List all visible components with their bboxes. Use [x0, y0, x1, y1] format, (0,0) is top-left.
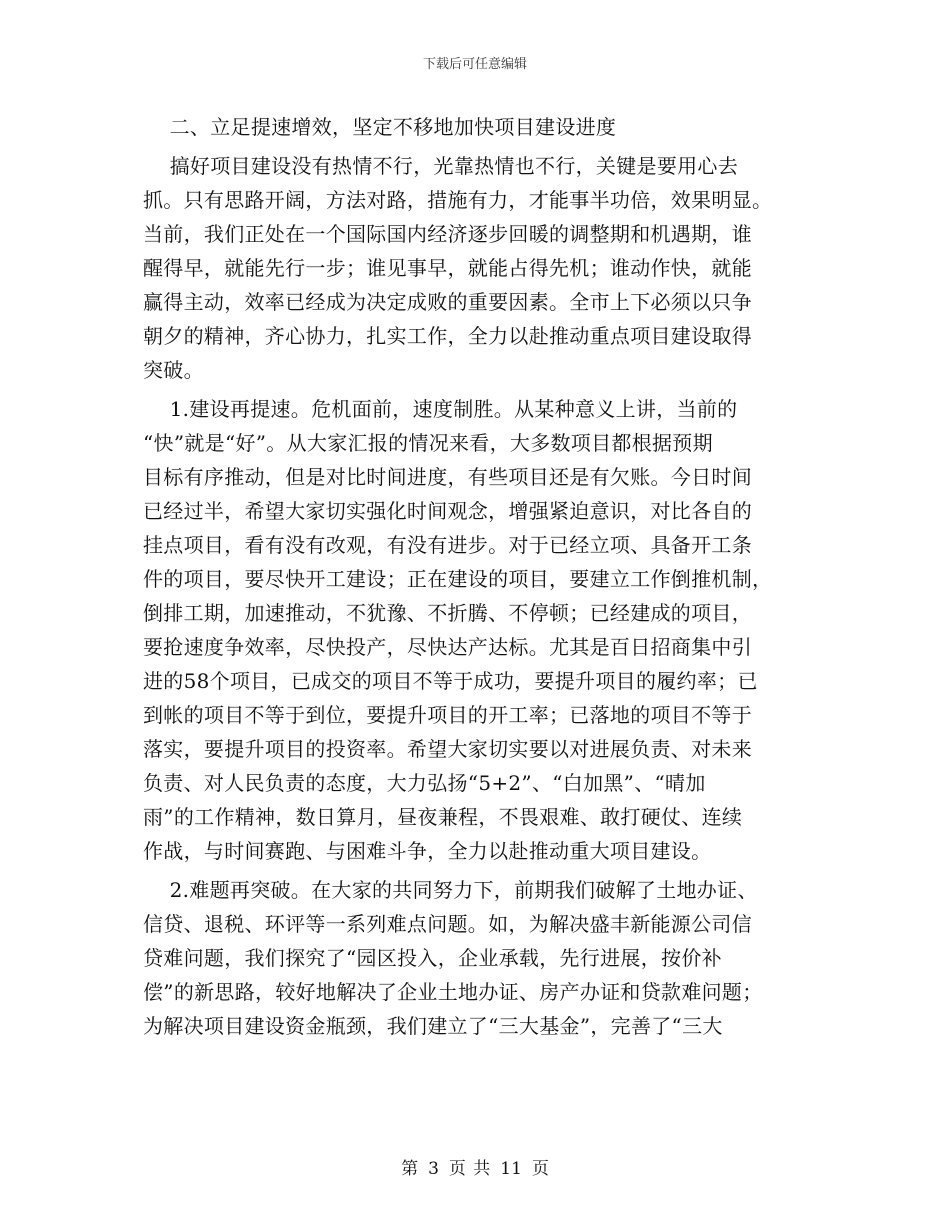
body-line: 作战，与时间赛跑、与困难斗争，全力以赴推动重大项目建设。: [143, 839, 712, 863]
body-line: 当前，我们正处在一个国际国内经济逐步回暖的调整期和机遇期，谁: [143, 222, 752, 246]
body-line: 2.难题再突破。在大家的共同努力下，前期我们破解了土地办证、: [143, 878, 758, 902]
footer-page-number: 3: [428, 1159, 439, 1179]
body-line: 要抢速度争效率，尽快投产，尽快达产达标。尤其是百日招商集中引: [143, 635, 752, 659]
body-line: 醒得早，就能先行一步；谁见事早，就能占得先机；谁动作快，就能: [143, 256, 752, 280]
body-line: 件的项目，要尽快开工建设；正在建设的项目，要建立工作倒推机制，: [143, 567, 773, 591]
body-line: 朝夕的精神，齐心协力，扎实工作，全力以赴推动重点项目建设取得: [143, 324, 752, 348]
body-line: 偿”的新思路，较好地解决了企业土地办证、房产办证和贷款难问题；: [143, 980, 763, 1004]
footer-prefix: 第: [401, 1159, 419, 1179]
footer-middle: 页 共: [448, 1159, 491, 1179]
page-footer: [0, 1154, 950, 1179]
body-line: 突破。: [143, 358, 204, 382]
body-line: 倒排工期，加速推动，不犹豫、不折腾、不停顿；已经建成的项目，: [143, 601, 752, 625]
body-line: 信贷、退税、环评等一系列难点问题。如，为解决盛丰新能源公司信: [143, 912, 752, 936]
body-line: 赢得主动，效率已经成为决定成败的重要因素。全市上下必须以只争: [143, 290, 752, 314]
body-line: 挂点项目，看有没有改观，有没有进步。对于已经立项、具备开工条: [143, 533, 752, 557]
body-line: 1.建设再提速。危机面前，速度制胜。从某种意义上讲，当前的: [143, 397, 738, 421]
body-line: 落实，要提升项目的投资率。希望大家切实要以对进展负责、对未来: [143, 737, 752, 761]
body-line: 为解决项目建设资金瓶颈，我们建立了“三大基金”，完善了“三大: [143, 1014, 723, 1038]
body-line: 进的58个项目，已成交的项目不等于成功，要提升项目的履约率；已: [143, 669, 758, 693]
body-line: 二、立足提速增效，坚定不移地加快项目建设进度: [143, 115, 617, 139]
body-line: 目标有序推动，但是对比时间进度，有些项目还是有欠账。今日时间: [143, 465, 752, 489]
body-line: 到帐的项目不等于到位，要提升项目的开工率；已落地的项目不等于: [143, 703, 752, 727]
body-line: 雨”的工作精神，数日算月，昼夜兼程，不畏艰难、敢打硬仗、连续: [143, 805, 743, 829]
body-line: 搞好项目建设没有热情不行，光靠热情也不行，关键是要用心去: [143, 154, 739, 178]
body-line: 负责、对人民负责的态度，大力弘扬“5+2”、“白加黑”、“晴加: [143, 771, 706, 795]
footer-total-pages: 11: [500, 1159, 522, 1179]
body-line: 贷难问题，我们探究了“园区投入，企业承载，先行进展，按价补: [143, 946, 722, 970]
footer-suffix: 页: [531, 1159, 549, 1179]
document-body: [143, 110, 807, 1043]
body-line: “快”就是“好”。从大家汇报的情况来看，大多数项目都根据预期: [143, 431, 713, 455]
page-header: 下载后可任意编辑: [422, 57, 527, 72]
body-line: 抓。只有思路开阔，方法对路，措施有力，才能事半功倍，效果明显。: [143, 188, 773, 212]
body-line: 已经过半，希望大家切实强化时间观念，增强紧迫意识，对比各自的: [143, 499, 752, 523]
